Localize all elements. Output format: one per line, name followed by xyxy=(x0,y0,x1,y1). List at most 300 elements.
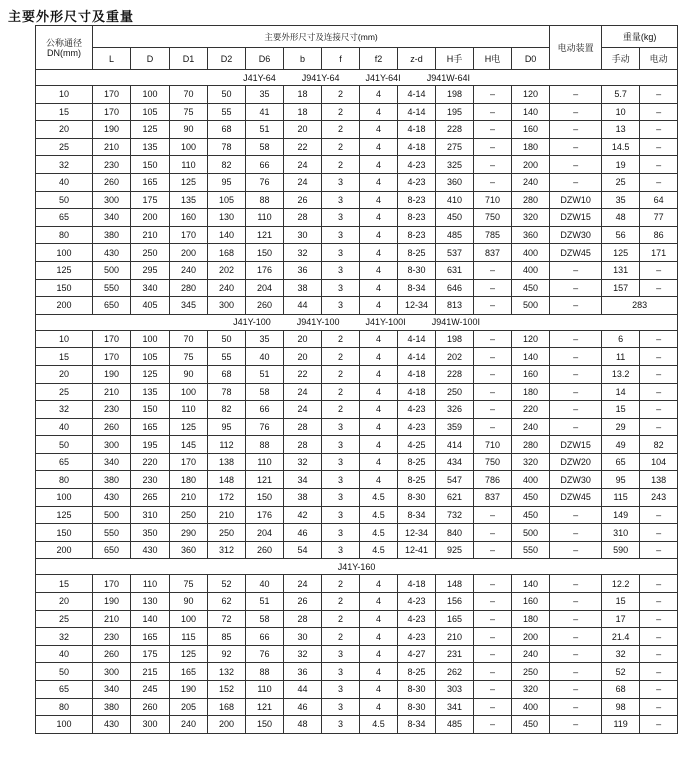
table-cell: 190 xyxy=(93,121,131,139)
table-cell: 95 xyxy=(208,418,246,436)
table-cell: 25 xyxy=(36,138,93,156)
table-cell: 55 xyxy=(208,348,246,366)
table-cell: 170 xyxy=(93,348,131,366)
table-cell: – xyxy=(640,663,678,681)
table-cell: 2 xyxy=(322,330,360,348)
table-cell: – xyxy=(640,541,678,559)
table-cell: 3 xyxy=(322,261,360,279)
table-cell: 40 xyxy=(246,575,284,593)
table-row xyxy=(36,681,678,699)
table-cell: 4 xyxy=(360,279,398,297)
table-cell: 24 xyxy=(284,173,322,191)
table-cell: 190 xyxy=(170,681,208,699)
table-cell: 646 xyxy=(436,279,474,297)
table-cell: 4-23 xyxy=(398,610,436,628)
table-cell: 8-25 xyxy=(398,453,436,471)
table-cell: 54 xyxy=(284,541,322,559)
table-cell: 231 xyxy=(436,645,474,663)
table-cell: 3 xyxy=(322,645,360,663)
table-cell: 82 xyxy=(208,401,246,419)
table-cell: 19 xyxy=(602,156,640,174)
table-cell: 434 xyxy=(436,453,474,471)
table-cell: 65 xyxy=(36,209,93,227)
table-cell: 110 xyxy=(246,681,284,699)
table-cell: – xyxy=(640,698,678,716)
table-row xyxy=(36,628,678,646)
model-label: J41Y-160 xyxy=(337,561,376,572)
table-cell: 131 xyxy=(602,261,640,279)
table-cell: 500 xyxy=(512,297,550,315)
column-header: f2 xyxy=(360,48,398,70)
table-cell: 210 xyxy=(170,489,208,507)
table-cell: 300 xyxy=(93,191,131,209)
table-cell: – xyxy=(474,121,512,139)
table-cell: 500 xyxy=(93,506,131,524)
table-cell: 120 xyxy=(512,86,550,104)
table-cell: 350 xyxy=(131,524,170,542)
table-cell: 15 xyxy=(36,103,93,121)
table-row xyxy=(36,244,678,262)
table-cell: – xyxy=(550,138,602,156)
section-label xyxy=(36,559,678,575)
table-cell: – xyxy=(474,348,512,366)
table-cell: 80 xyxy=(36,226,93,244)
table-cell: 400 xyxy=(512,471,550,489)
table-cell: 295 xyxy=(131,261,170,279)
table-cell: 260 xyxy=(131,698,170,716)
table-cell: 76 xyxy=(246,173,284,191)
table-cell: 537 xyxy=(436,244,474,262)
table-cell: 20 xyxy=(284,348,322,366)
table-cell: 228 xyxy=(436,365,474,383)
table-cell: 32 xyxy=(284,645,322,663)
table-cell: 250 xyxy=(436,383,474,401)
table-cell: 28 xyxy=(284,610,322,628)
table-cell: 14.5 xyxy=(602,138,640,156)
table-cell: 8-23 xyxy=(398,209,436,227)
table-cell: – xyxy=(550,663,602,681)
table-row xyxy=(36,348,678,366)
table-cell: 51 xyxy=(246,121,284,139)
table-row xyxy=(36,453,678,471)
dims-group-header: 主要外形尺寸及连接尺寸(mm) xyxy=(93,26,550,48)
table-cell: 175 xyxy=(131,191,170,209)
table-row xyxy=(36,716,678,734)
table-cell: – xyxy=(550,698,602,716)
table-cell: 4 xyxy=(360,628,398,646)
table-cell: – xyxy=(550,103,602,121)
table-cell: DZW20 xyxy=(550,453,602,471)
table-cell: 125 xyxy=(170,418,208,436)
table-cell: 631 xyxy=(436,261,474,279)
table-cell: – xyxy=(474,261,512,279)
section-header-row xyxy=(36,314,678,330)
table-cell: 2 xyxy=(322,628,360,646)
table-cell: 4.5 xyxy=(360,541,398,559)
table-cell: 130 xyxy=(131,593,170,611)
table-cell: 290 xyxy=(170,524,208,542)
table-cell: 430 xyxy=(131,541,170,559)
table-cell: – xyxy=(640,365,678,383)
column-header: H电 xyxy=(474,48,512,70)
table-cell: – xyxy=(474,698,512,716)
column-header: f xyxy=(322,48,360,70)
table-cell: 135 xyxy=(170,191,208,209)
table-cell: 4 xyxy=(360,401,398,419)
table-cell: – xyxy=(640,681,678,699)
table-cell: – xyxy=(550,401,602,419)
model-label: J941Y-100 xyxy=(296,317,340,328)
table-cell: DZW30 xyxy=(550,471,602,489)
table-cell: – xyxy=(640,593,678,611)
table-cell: 170 xyxy=(93,575,131,593)
table-cell: 140 xyxy=(512,348,550,366)
table-row xyxy=(36,418,678,436)
table-cell: 3 xyxy=(322,489,360,507)
table-cell: 66 xyxy=(246,628,284,646)
table-cell: 75 xyxy=(170,575,208,593)
table-cell: 135 xyxy=(131,138,170,156)
table-cell: – xyxy=(474,365,512,383)
table-cell: 8-30 xyxy=(398,261,436,279)
column-header: D1 xyxy=(170,48,208,70)
table-cell: 4 xyxy=(360,297,398,315)
table-cell: 4 xyxy=(360,575,398,593)
table-cell: 66 xyxy=(246,401,284,419)
table-row xyxy=(36,297,678,315)
table-cell: 157 xyxy=(602,279,640,297)
table-cell: 46 xyxy=(284,524,322,542)
table-cell: 110 xyxy=(170,156,208,174)
table-cell: 8-30 xyxy=(398,489,436,507)
table-cell: 4 xyxy=(360,261,398,279)
table-cell: 4-18 xyxy=(398,121,436,139)
table-cell: 228 xyxy=(436,121,474,139)
table-cell: 8-23 xyxy=(398,191,436,209)
table-cell: – xyxy=(550,593,602,611)
table-cell: 200 xyxy=(36,541,93,559)
table-cell: 25 xyxy=(602,173,640,191)
table-cell: 121 xyxy=(246,471,284,489)
table-cell: 410 xyxy=(436,191,474,209)
table-cell: 4.5 xyxy=(360,506,398,524)
table-cell: 210 xyxy=(93,610,131,628)
table-cell: 4 xyxy=(360,365,398,383)
table-cell: 40 xyxy=(36,173,93,191)
table-cell: 345 xyxy=(170,297,208,315)
table-cell: – xyxy=(640,506,678,524)
table-row xyxy=(36,436,678,454)
table-cell: – xyxy=(550,645,602,663)
table-cell: 95 xyxy=(602,471,640,489)
table-cell: 30 xyxy=(284,226,322,244)
table-cell: 10 xyxy=(602,103,640,121)
dn-header: 公称通径 DN(mm) xyxy=(36,26,93,70)
table-cell: – xyxy=(550,173,602,191)
table-cell: 65 xyxy=(602,453,640,471)
table-cell: 180 xyxy=(512,383,550,401)
table-cell: 380 xyxy=(93,471,131,489)
table-cell: 110 xyxy=(246,453,284,471)
table-cell: – xyxy=(474,401,512,419)
table-cell: 15 xyxy=(36,575,93,593)
table-cell: 48 xyxy=(602,209,640,227)
table-cell: 41 xyxy=(246,103,284,121)
table-cell: 785 xyxy=(474,226,512,244)
table-cell: DZW45 xyxy=(550,489,602,507)
table-cell: 4 xyxy=(360,330,398,348)
table-cell: 80 xyxy=(36,698,93,716)
table-cell: 2 xyxy=(322,348,360,366)
table-cell: 24 xyxy=(284,156,322,174)
table-cell: 8-34 xyxy=(398,506,436,524)
table-cell: 82 xyxy=(640,436,678,454)
table-cell: 210 xyxy=(93,383,131,401)
table-row xyxy=(36,173,678,191)
table-cell: 4 xyxy=(360,453,398,471)
table-cell: DZW45 xyxy=(550,244,602,262)
table-cell: – xyxy=(640,383,678,401)
table-row xyxy=(36,138,678,156)
table-cell: 4 xyxy=(360,418,398,436)
table-cell: 340 xyxy=(93,209,131,227)
table-cell: 925 xyxy=(436,541,474,559)
table-cell: 200 xyxy=(208,716,246,734)
table-cell: 172 xyxy=(208,489,246,507)
table-cell: 205 xyxy=(170,698,208,716)
table-cell: – xyxy=(550,628,602,646)
table-cell: 148 xyxy=(436,575,474,593)
model-label: J41Y-100 xyxy=(233,317,271,328)
table-cell: 195 xyxy=(436,103,474,121)
table-cell: 500 xyxy=(512,524,550,542)
table-cell: 2 xyxy=(322,156,360,174)
table-cell: 18 xyxy=(284,103,322,121)
table-cell: 4-23 xyxy=(398,401,436,419)
table-row xyxy=(36,121,678,139)
table-cell: 82 xyxy=(208,156,246,174)
table-cell: 138 xyxy=(208,453,246,471)
section-label xyxy=(36,70,678,86)
table-cell: 72 xyxy=(208,610,246,628)
table-cell: 320 xyxy=(512,681,550,699)
table-row xyxy=(36,365,678,383)
table-cell: 200 xyxy=(512,628,550,646)
table-cell: 140 xyxy=(208,226,246,244)
table-cell: 48 xyxy=(284,716,322,734)
table-cell: 125 xyxy=(170,645,208,663)
table-cell: 310 xyxy=(131,506,170,524)
table-cell: 68 xyxy=(208,121,246,139)
table-cell: 65 xyxy=(36,453,93,471)
table-cell: 20 xyxy=(36,121,93,139)
table-cell: 547 xyxy=(436,471,474,489)
table-cell: 90 xyxy=(170,593,208,611)
table-cell: 138 xyxy=(640,471,678,489)
table-cell: – xyxy=(640,330,678,348)
model-label: J941W-64I xyxy=(426,72,471,83)
table-cell: 22 xyxy=(284,138,322,156)
table-cell: 4.5 xyxy=(360,524,398,542)
table-cell: 10 xyxy=(36,330,93,348)
table-cell: 3 xyxy=(322,209,360,227)
table-cell: 280 xyxy=(512,436,550,454)
table-cell: 165 xyxy=(131,173,170,191)
table-cell: 4 xyxy=(360,471,398,489)
table-cell: 20 xyxy=(36,365,93,383)
table-cell: 44 xyxy=(284,297,322,315)
table-cell: 150 xyxy=(246,244,284,262)
table-cell: 3 xyxy=(322,297,360,315)
table-cell: 750 xyxy=(474,453,512,471)
table-cell: 2 xyxy=(322,103,360,121)
table-cell: – xyxy=(550,681,602,699)
table-cell: 15 xyxy=(602,401,640,419)
table-cell: 170 xyxy=(93,330,131,348)
table-cell: 6 xyxy=(602,330,640,348)
table-cell: 300 xyxy=(93,663,131,681)
table-cell: 240 xyxy=(512,418,550,436)
weight-column-header: 手动 xyxy=(602,48,640,70)
table-cell: 20 xyxy=(36,593,93,611)
table-cell: 105 xyxy=(131,103,170,121)
table-cell: – xyxy=(640,645,678,663)
table-cell: 25 xyxy=(36,383,93,401)
table-row xyxy=(36,698,678,716)
table-cell: 51 xyxy=(246,593,284,611)
table-cell: 3 xyxy=(322,698,360,716)
table-cell: 380 xyxy=(93,226,131,244)
table-cell: 4-14 xyxy=(398,348,436,366)
table-cell: – xyxy=(640,524,678,542)
table-cell: 300 xyxy=(93,436,131,454)
table-cell: – xyxy=(474,575,512,593)
table-cell: 76 xyxy=(246,645,284,663)
table-cell: – xyxy=(474,156,512,174)
table-cell: 4 xyxy=(360,593,398,611)
table-cell: 180 xyxy=(512,610,550,628)
table-cell: 2 xyxy=(322,401,360,419)
table-cell: 24 xyxy=(284,383,322,401)
model-label: J941W-100I xyxy=(431,317,481,328)
table-cell: 168 xyxy=(208,244,246,262)
table-cell: 4.5 xyxy=(360,716,398,734)
table-cell: 220 xyxy=(512,401,550,419)
table-row xyxy=(36,541,678,559)
table-cell: 148 xyxy=(208,471,246,489)
table-cell: – xyxy=(640,575,678,593)
table-cell: 340 xyxy=(131,279,170,297)
table-cell: 165 xyxy=(131,628,170,646)
table-cell: 125 xyxy=(131,365,170,383)
table-cell: 360 xyxy=(512,226,550,244)
table-cell: – xyxy=(474,330,512,348)
weight-column-header: 电动 xyxy=(640,48,678,70)
table-cell: 8-23 xyxy=(398,226,436,244)
table-cell: 4-23 xyxy=(398,173,436,191)
table-cell: 17 xyxy=(602,610,640,628)
table-cell: 262 xyxy=(436,663,474,681)
table-cell: 100 xyxy=(36,244,93,262)
table-cell: – xyxy=(474,173,512,191)
table-cell: 430 xyxy=(93,244,131,262)
table-cell: 2 xyxy=(322,86,360,104)
table-cell: 4 xyxy=(360,121,398,139)
table-cell: 160 xyxy=(512,593,550,611)
table-row xyxy=(36,191,678,209)
table-cell: 100 xyxy=(170,138,208,156)
table-cell: 310 xyxy=(602,524,640,542)
table-cell: 4 xyxy=(360,156,398,174)
table-cell: 405 xyxy=(131,297,170,315)
table-row xyxy=(36,261,678,279)
table-cell: 170 xyxy=(93,103,131,121)
table-cell: 176 xyxy=(246,506,284,524)
table-cell: 450 xyxy=(436,209,474,227)
table-cell: 121 xyxy=(246,226,284,244)
table-cell: – xyxy=(550,365,602,383)
table-cell: 202 xyxy=(436,348,474,366)
table-cell: 4-27 xyxy=(398,645,436,663)
table-cell: 68 xyxy=(602,681,640,699)
table-cell: 80 xyxy=(36,471,93,489)
table-cell: 325 xyxy=(436,156,474,174)
table-cell: – xyxy=(550,524,602,542)
table-cell: 50 xyxy=(208,330,246,348)
table-cell: 210 xyxy=(93,138,131,156)
table-cell: 3 xyxy=(322,418,360,436)
section-header-row xyxy=(36,70,678,86)
table-row xyxy=(36,401,678,419)
table-cell: 312 xyxy=(208,541,246,559)
table-cell: 260 xyxy=(246,297,284,315)
table-cell: – xyxy=(474,645,512,663)
table-cell: 34 xyxy=(284,471,322,489)
table-cell: 15 xyxy=(36,348,93,366)
table-cell: 52 xyxy=(208,575,246,593)
table-cell: 149 xyxy=(602,506,640,524)
table-cell: 200 xyxy=(131,209,170,227)
table-cell: 55 xyxy=(208,103,246,121)
table-cell: 4.5 xyxy=(360,489,398,507)
table-cell: 340 xyxy=(93,681,131,699)
table-cell: 621 xyxy=(436,489,474,507)
table-cell: – xyxy=(640,138,678,156)
table-cell: – xyxy=(474,138,512,156)
table-cell: – xyxy=(550,121,602,139)
table-cell: 50 xyxy=(208,86,246,104)
table-row xyxy=(36,156,678,174)
table-cell: 58 xyxy=(246,138,284,156)
table-cell: 450 xyxy=(512,489,550,507)
table-cell: – xyxy=(640,261,678,279)
table-cell: 38 xyxy=(284,279,322,297)
table-cell: 150 xyxy=(36,279,93,297)
table-cell: 198 xyxy=(436,330,474,348)
column-header: D2 xyxy=(208,48,246,70)
table-cell: 170 xyxy=(170,453,208,471)
table-cell: 88 xyxy=(246,663,284,681)
table-cell: 3 xyxy=(322,191,360,209)
actuator-header: 电动装置 xyxy=(550,26,602,70)
table-cell: 3 xyxy=(322,681,360,699)
table-row xyxy=(36,489,678,507)
column-header: D0 xyxy=(512,48,550,70)
table-cell: 135 xyxy=(131,383,170,401)
table-cell: 200 xyxy=(36,297,93,315)
table-cell: 150 xyxy=(131,156,170,174)
table-cell: 78 xyxy=(208,138,246,156)
